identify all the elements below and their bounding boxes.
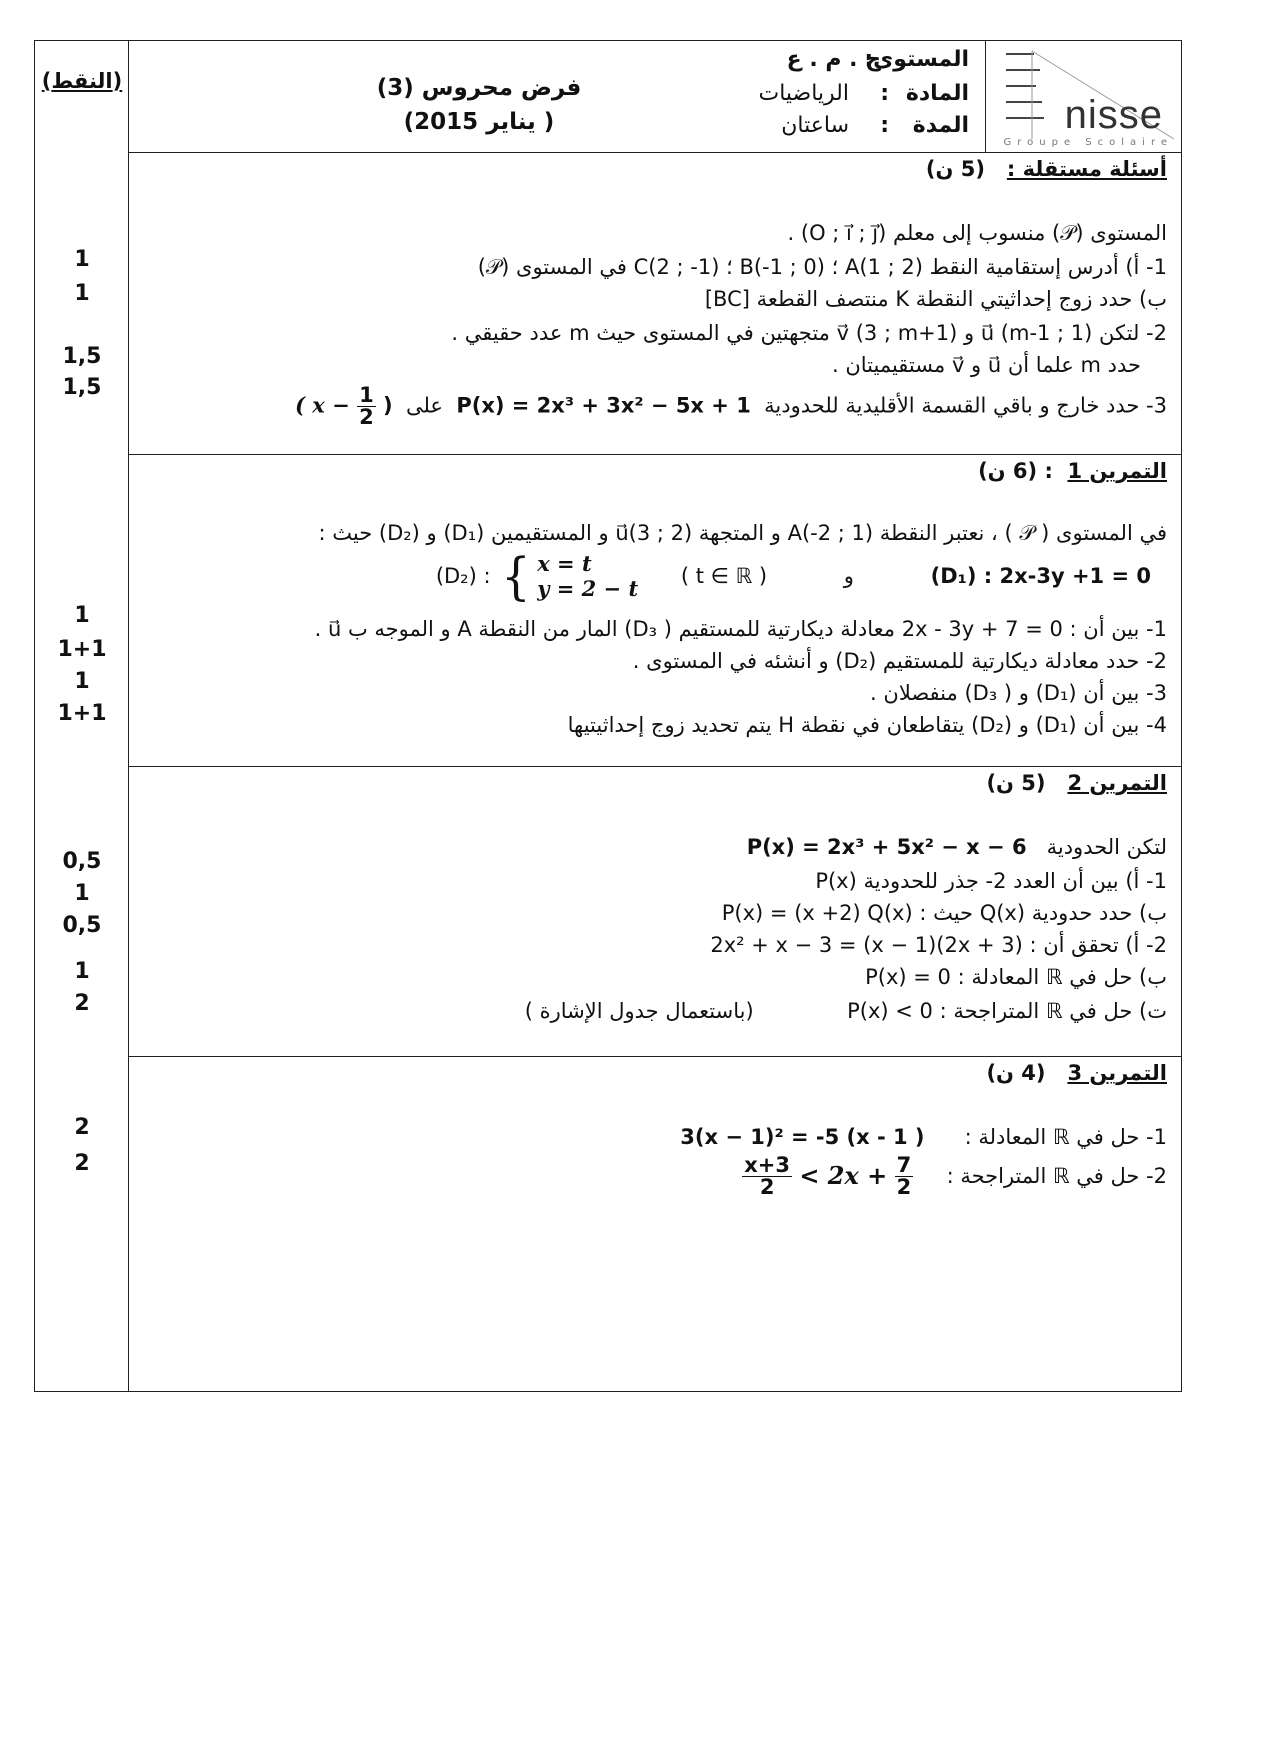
math-expression: 3(x − 1)² = -5 (x - 1 ) bbox=[680, 1125, 925, 1149]
question-line bbox=[680, 1125, 1167, 1150]
exam-header bbox=[129, 41, 1181, 153]
section-title: التمرين 3 bbox=[1067, 1061, 1167, 1085]
math-fraction bbox=[742, 1155, 792, 1198]
question-text: 1- أ) بين أن العدد 2- جذر للحدودية P(x) bbox=[815, 869, 1167, 893]
points-column-title: (النقط) bbox=[41, 69, 123, 93]
math-inequality bbox=[742, 1155, 913, 1198]
duration-value: ساعتان bbox=[781, 113, 849, 138]
math-fraction bbox=[357, 385, 376, 428]
subject-colon: : bbox=[880, 81, 889, 106]
points-column bbox=[35, 41, 129, 1391]
section-title: أسئلة مستقلة : bbox=[1006, 157, 1167, 181]
school-logo bbox=[985, 41, 1181, 153]
section-heading bbox=[926, 157, 1167, 182]
conjunction: و bbox=[843, 564, 854, 588]
point-value: 1 bbox=[74, 959, 90, 984]
question-text: 3- بين أن (D₁) و ( D₃) منفصلان . bbox=[870, 681, 1167, 705]
duration-colon: : bbox=[880, 113, 889, 138]
question-note: (باستعمال جدول الإشارة ) bbox=[524, 999, 754, 1023]
question-line bbox=[747, 835, 1167, 860]
math-part: < 2x + bbox=[799, 1161, 888, 1191]
math-part: ) bbox=[383, 393, 393, 418]
point-value: 1 bbox=[74, 881, 90, 906]
d1-equation: (D₁) : 2x-3y +1 = 0 bbox=[930, 564, 1151, 588]
fraction-numerator: x+3 bbox=[744, 1153, 791, 1177]
exam-title: فرض محروس (3) bbox=[376, 75, 582, 101]
section-score: (5 ن) bbox=[986, 771, 1046, 795]
question-text: حدد m علما أن u⃗ و v⃗ مستقيميتان . bbox=[831, 353, 1141, 377]
point-value: 1+1 bbox=[57, 701, 107, 726]
point-value: 1+1 bbox=[57, 637, 107, 662]
point-value: 1 bbox=[74, 247, 90, 272]
question-text: ب) حل في ℝ المعادلة : P(x) = 0 bbox=[865, 965, 1167, 989]
point-value: 1,5 bbox=[62, 344, 102, 369]
point-value: 2 bbox=[74, 1115, 90, 1140]
math-fraction bbox=[895, 1155, 914, 1198]
point-value: 1 bbox=[74, 281, 90, 306]
point-value: 0,5 bbox=[62, 849, 102, 874]
question-text: 1- حل في ℝ المعادلة : bbox=[964, 1125, 1167, 1149]
section-heading bbox=[986, 771, 1167, 796]
lines-definition bbox=[435, 546, 1151, 606]
section-title: التمرين 2 bbox=[1067, 771, 1167, 795]
question-text: في المستوى ( 𝒫 ) ، نعتبر النقطة A(-2 ; 1) و المتجهة u⃗(3 ; 2) و المستقيمين (D₁) و (D₂) حيث : bbox=[318, 521, 1167, 545]
duration-label: المدة bbox=[912, 113, 969, 138]
math-expression bbox=[295, 385, 393, 428]
system-row: y = 2 − t bbox=[537, 575, 639, 601]
main-content bbox=[129, 41, 1181, 1391]
section-exercise-2 bbox=[129, 767, 1181, 1057]
fraction-denominator: 2 bbox=[359, 405, 374, 429]
section-score: (4 ن) bbox=[986, 1061, 1046, 1085]
question-line bbox=[742, 1155, 1167, 1198]
math-expression: P(x) = 2x³ + 3x² − 5x + 1 bbox=[456, 393, 751, 418]
logo-text: nisse bbox=[1064, 93, 1163, 137]
section-independent bbox=[129, 153, 1181, 455]
level-value: ج . م . ع bbox=[786, 47, 881, 72]
subject-value: الرياضيات bbox=[758, 81, 849, 106]
question-text: المستوى (𝒫) منسوب إلى معلم (O ; i⃗ ; j⃗) . bbox=[787, 221, 1167, 245]
exam-date: ( يناير 2015) bbox=[403, 109, 555, 135]
question-text: 1- بين أن : 2x - 3y + 7 = 0 معادلة ديكارتية للمستقيم ( D₃) المار من النقطة A و الموجه ب u⃗ . bbox=[314, 617, 1167, 641]
question-text: 2- لتكن u⃗ (m-1 ; 1) و v⃗ (3 ; m+1) متجهتين في المستوى حيث m عدد حقيقي . bbox=[451, 321, 1167, 345]
section-exercise-3 bbox=[129, 1057, 1181, 1393]
section-heading bbox=[986, 1061, 1167, 1086]
exam-sheet bbox=[34, 40, 1182, 1392]
question-text: 4- بين أن (D₁) و (D₂) يتقاطعان في نقطة H يتم تحديد زوج إحداثيتيها bbox=[567, 713, 1167, 737]
section-title: التمرين 1 bbox=[1067, 459, 1167, 483]
point-value: 2 bbox=[74, 991, 90, 1016]
fraction-numerator: 7 bbox=[896, 1153, 912, 1177]
question-line bbox=[525, 999, 1167, 1024]
section-score: (5 ن) bbox=[925, 157, 985, 181]
question-text: ت) حل في ℝ المتراجحة : P(x) < 0 bbox=[847, 999, 1167, 1023]
level-label: المستوى: bbox=[864, 47, 969, 72]
logo-subtitle: Groupe Scolaire bbox=[1003, 137, 1173, 148]
question-text: 3- حدد خارج و باقي القسمة الأقليدية للحدودية bbox=[764, 393, 1167, 418]
point-value: 1 bbox=[74, 603, 90, 628]
d2-label: (D₂) : bbox=[435, 564, 491, 588]
point-value: 1 bbox=[74, 669, 90, 694]
fraction-denominator: 2 bbox=[896, 1175, 912, 1199]
question-text: ب) حدد زوج إحداثيتي النقطة K منتصف القطعة [BC] bbox=[704, 287, 1167, 311]
point-value: 0,5 bbox=[62, 913, 102, 938]
subject-label: المادة bbox=[905, 81, 969, 106]
math-expression: P(x) = 2x³ + 5x² − x − 6 bbox=[746, 835, 1027, 859]
question-line bbox=[295, 385, 1167, 428]
question-text: ب) حدد حدودية Q(x) حيث : P(x) = (x +2) Q(x) bbox=[721, 901, 1167, 925]
math-part: ( x − bbox=[295, 392, 350, 418]
question-text: على bbox=[405, 393, 443, 418]
question-text: لتكن الحدودية bbox=[1046, 835, 1167, 859]
section-exercise-1 bbox=[129, 455, 1181, 767]
question-text: 2- أ) تحقق أن : 2x² + x − 3 = (x − 1)(2x + 3) bbox=[710, 933, 1167, 957]
brace-icon: { bbox=[501, 546, 531, 606]
fraction-denominator: 2 bbox=[759, 1175, 775, 1199]
question-text: 1- أ) أدرس إستقامية النقط A(1 ; 2) ؛ B(-1 ; 0) ؛ C(2 ; -1) في المستوى (𝒫) bbox=[477, 255, 1167, 279]
section-heading bbox=[978, 459, 1167, 484]
question-text: 2- حل في ℝ المتراجحة : bbox=[946, 1163, 1167, 1188]
d2-system bbox=[537, 552, 638, 600]
question-text: 2- حدد معادلة ديكارتية للمستقيم (D₂) و أنشئه في المستوى . bbox=[632, 649, 1167, 673]
point-value: 2 bbox=[74, 1151, 90, 1176]
system-row: x = t bbox=[537, 551, 592, 577]
section-score: : (6 ن) bbox=[978, 459, 1053, 483]
fraction-numerator: 1 bbox=[359, 383, 374, 407]
d2-parameter: ( t ∈ ℝ ) bbox=[680, 564, 768, 588]
point-value: 1,5 bbox=[62, 375, 102, 400]
